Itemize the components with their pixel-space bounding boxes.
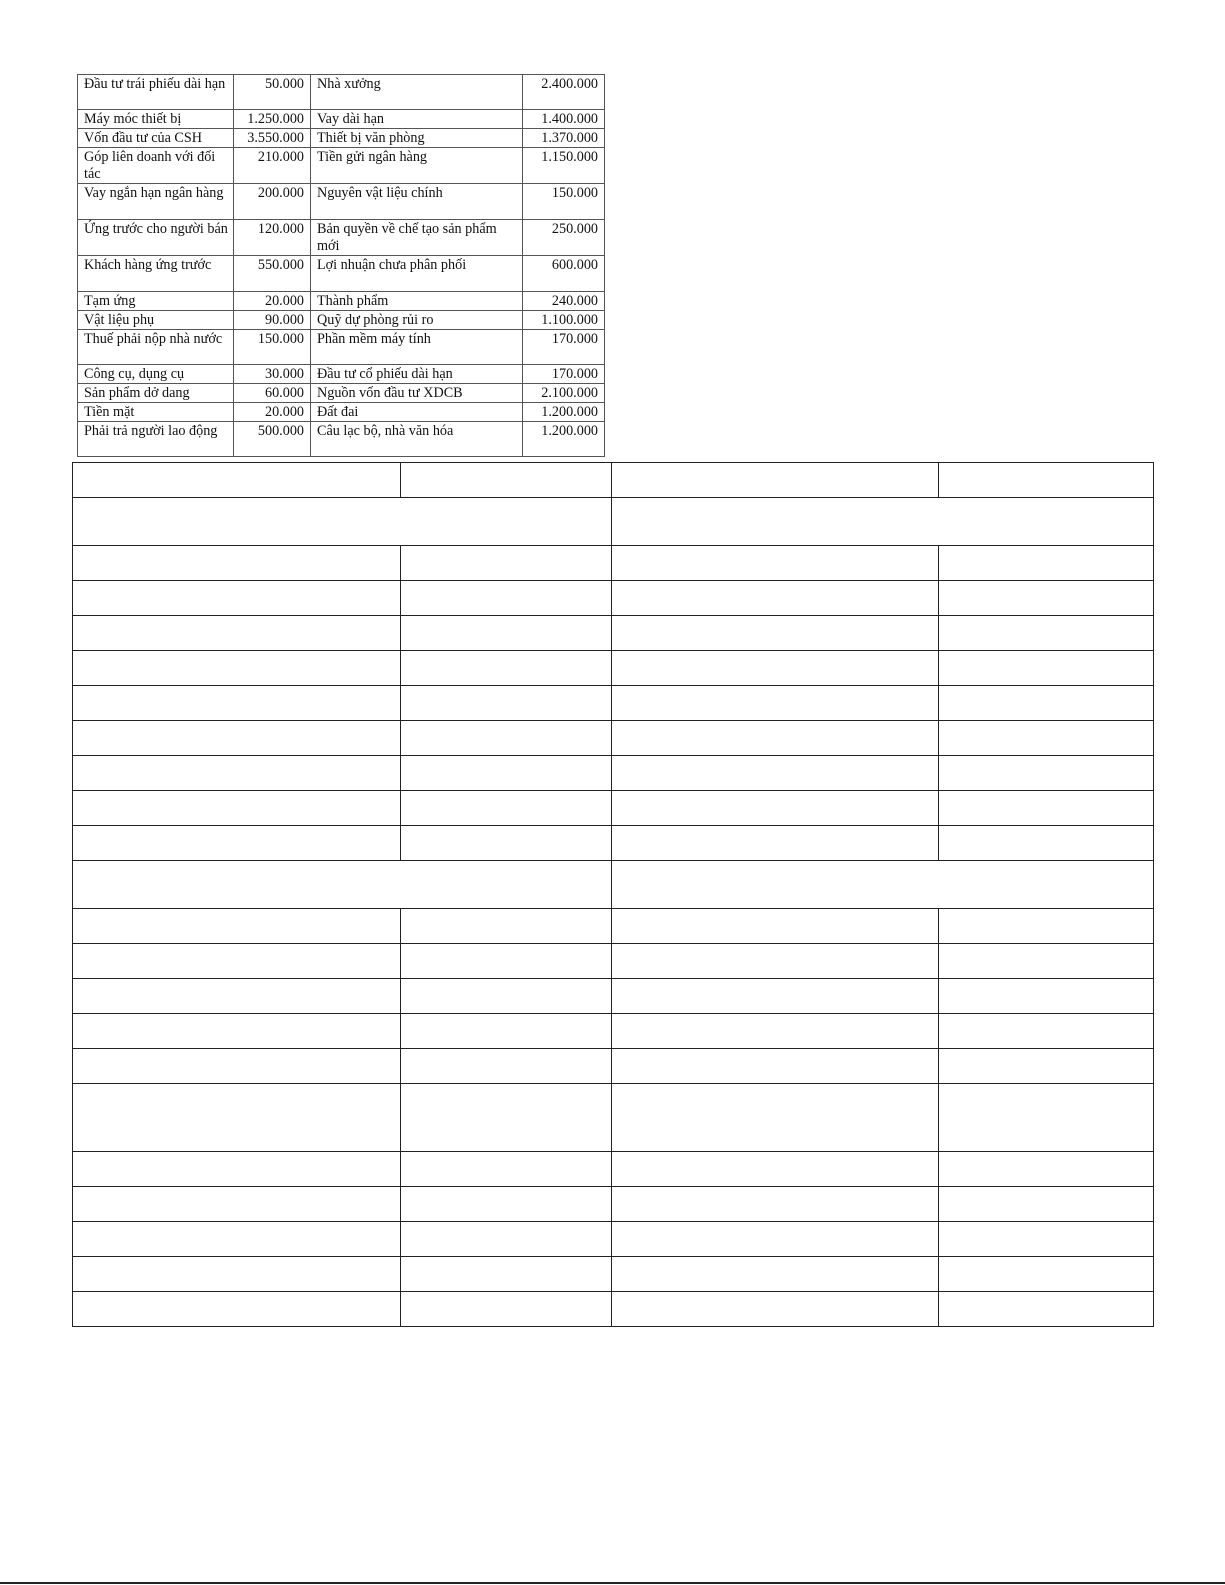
worksheet-cell[interactable]: [939, 1014, 1154, 1049]
account-value-cell: 250.000: [523, 220, 605, 256]
worksheet-row: [73, 1152, 1154, 1187]
worksheet-cell[interactable]: [939, 1292, 1154, 1327]
worksheet-cell[interactable]: [73, 1257, 401, 1292]
worksheet-cell[interactable]: [73, 651, 401, 686]
worksheet-cell[interactable]: [612, 826, 939, 861]
account-value-cell: 200.000: [234, 184, 311, 220]
worksheet-cell[interactable]: [612, 686, 939, 721]
account-name-cell: Bản quyền về chế tạo sản phẩm mới: [311, 220, 523, 256]
worksheet-cell[interactable]: [612, 581, 939, 616]
account-value-cell: 550.000: [234, 256, 311, 292]
account-name-cell: Tạm ứng: [78, 292, 234, 311]
account-row: [78, 365, 605, 384]
account-name-cell: Vật liệu phụ: [78, 311, 234, 330]
worksheet-row: [73, 1257, 1154, 1292]
account-name-cell: Thiết bị văn phòng: [311, 129, 523, 148]
section-header-cell[interactable]: [612, 861, 1154, 909]
worksheet-cell[interactable]: [401, 979, 612, 1014]
account-row: [78, 129, 605, 148]
worksheet-cell[interactable]: [612, 1292, 939, 1327]
account-value-cell: 150.000: [523, 184, 605, 220]
account-value-cell: 90.000: [234, 311, 311, 330]
account-value-cell: 2.100.000: [523, 384, 605, 403]
worksheet-cell[interactable]: [939, 686, 1154, 721]
worksheet-cell[interactable]: [401, 546, 612, 581]
account-value-cell: 2.400.000: [523, 75, 605, 110]
account-row: [78, 110, 605, 129]
worksheet-cell[interactable]: [612, 1187, 939, 1222]
worksheet-cell[interactable]: [612, 979, 939, 1014]
worksheet-cell[interactable]: [73, 756, 401, 791]
account-name-cell: Thành phẩm: [311, 292, 523, 311]
account-value-cell: 1.150.000: [523, 148, 605, 184]
account-value-cell: 60.000: [234, 384, 311, 403]
account-row: [78, 403, 605, 422]
account-row: [78, 422, 605, 457]
worksheet-row: [73, 686, 1154, 721]
account-row: [78, 256, 605, 292]
account-value-cell: 500.000: [234, 422, 311, 457]
worksheet-cell[interactable]: [401, 826, 612, 861]
worksheet-row: [73, 546, 1154, 581]
worksheet-cell[interactable]: [939, 616, 1154, 651]
worksheet-cell[interactable]: [939, 721, 1154, 756]
account-name-cell: Đầu tư trái phiếu dài hạn: [78, 75, 234, 110]
account-row: [78, 330, 605, 365]
worksheet-cell[interactable]: [401, 1049, 612, 1084]
worksheet-cell[interactable]: [73, 463, 401, 498]
worksheet-cell[interactable]: [401, 721, 612, 756]
worksheet-cell[interactable]: [612, 1084, 939, 1152]
worksheet-cell[interactable]: [939, 1257, 1154, 1292]
account-value-cell: 50.000: [234, 75, 311, 110]
account-name-cell: Tiền mặt: [78, 403, 234, 422]
account-name-cell: Khách hàng ứng trước: [78, 256, 234, 292]
account-value-cell: 120.000: [234, 220, 311, 256]
account-value-cell: 600.000: [523, 256, 605, 292]
account-name-cell: Quỹ dự phòng rủi ro: [311, 311, 523, 330]
account-value-cell: 1.100.000: [523, 311, 605, 330]
worksheet-cell[interactable]: [612, 463, 939, 498]
account-name-cell: Vay ngắn hạn ngân hàng: [78, 184, 234, 220]
account-value-cell: 3.550.000: [234, 129, 311, 148]
worksheet-cell[interactable]: [612, 616, 939, 651]
section-header-cell[interactable]: [612, 498, 1154, 546]
worksheet-row: [73, 721, 1154, 756]
worksheet-cell[interactable]: [73, 1014, 401, 1049]
worksheet-cell[interactable]: [73, 546, 401, 581]
worksheet-row: [73, 463, 1154, 498]
account-name-cell: Phần mềm máy tính: [311, 330, 523, 365]
worksheet-cell[interactable]: [939, 1187, 1154, 1222]
account-row: [78, 184, 605, 220]
account-name-cell: Đất đai: [311, 403, 523, 422]
worksheet-row: [73, 826, 1154, 861]
worksheet-cell[interactable]: [401, 944, 612, 979]
worksheet-cell[interactable]: [73, 1084, 401, 1152]
account-name-cell: Sản phẩm dở dang: [78, 384, 234, 403]
page-bottom-rule: [0, 1582, 1225, 1584]
worksheet-cell[interactable]: [73, 1292, 401, 1327]
worksheet-cell[interactable]: [73, 979, 401, 1014]
worksheet-cell[interactable]: [73, 1222, 401, 1257]
account-name-cell: Đầu tư cổ phiếu dài hạn: [311, 365, 523, 384]
worksheet-cell[interactable]: [612, 1222, 939, 1257]
worksheet-cell[interactable]: [73, 944, 401, 979]
account-name-cell: Công cụ, dụng cụ: [78, 365, 234, 384]
worksheet-cell[interactable]: [612, 756, 939, 791]
account-row: [78, 148, 605, 184]
account-value-cell: 210.000: [234, 148, 311, 184]
worksheet-row: [73, 791, 1154, 826]
worksheet-cell[interactable]: [73, 1152, 401, 1187]
worksheet-row: [73, 1292, 1154, 1327]
worksheet-cell[interactable]: [939, 1049, 1154, 1084]
worksheet-cell[interactable]: [939, 651, 1154, 686]
worksheet-cell[interactable]: [401, 581, 612, 616]
worksheet-cell[interactable]: [401, 1292, 612, 1327]
account-value-cell: 1.250.000: [234, 110, 311, 129]
section-header-cell[interactable]: [73, 498, 612, 546]
worksheet-cell[interactable]: [73, 616, 401, 651]
account-row: [78, 384, 605, 403]
account-value-cell: 20.000: [234, 292, 311, 311]
section-header-row: [73, 861, 1154, 909]
account-name-cell: Ứng trước cho người bán: [78, 220, 234, 256]
worksheet-cell[interactable]: [73, 721, 401, 756]
account-value-cell: 1.400.000: [523, 110, 605, 129]
worksheet-cell[interactable]: [401, 1152, 612, 1187]
account-name-cell: Tiền gửi ngân hàng: [311, 148, 523, 184]
worksheet-cell[interactable]: [612, 651, 939, 686]
worksheet-row: [73, 756, 1154, 791]
account-value-cell: 20.000: [234, 403, 311, 422]
worksheet-cell[interactable]: [73, 686, 401, 721]
worksheet-cell[interactable]: [939, 581, 1154, 616]
worksheet-cell[interactable]: [401, 651, 612, 686]
worksheet-row: [73, 581, 1154, 616]
worksheet-cell[interactable]: [612, 1014, 939, 1049]
account-name-cell: Nguyên vật liệu chính: [311, 184, 523, 220]
account-name-cell: Thuế phải nộp nhà nước: [78, 330, 234, 365]
worksheet-cell[interactable]: [401, 1084, 612, 1152]
worksheet-row: [73, 1049, 1154, 1084]
worksheet-cell[interactable]: [939, 1152, 1154, 1187]
account-row: [78, 292, 605, 311]
worksheet-cell[interactable]: [612, 1049, 939, 1084]
worksheet-cell[interactable]: [612, 546, 939, 581]
account-value-cell: 1.370.000: [523, 129, 605, 148]
worksheet-cell[interactable]: [401, 1257, 612, 1292]
worksheet-cell[interactable]: [401, 756, 612, 791]
worksheet-cell[interactable]: [939, 791, 1154, 826]
worksheet-cell[interactable]: [401, 686, 612, 721]
blank-worksheet-table: [72, 462, 1154, 1327]
account-value-cell: 240.000: [523, 292, 605, 311]
worksheet-cell[interactable]: [939, 463, 1154, 498]
account-row: [78, 311, 605, 330]
worksheet-cell[interactable]: [401, 1014, 612, 1049]
worksheet-row: [73, 616, 1154, 651]
account-name-cell: Vốn đầu tư của CSH: [78, 129, 234, 148]
worksheet-row: [73, 979, 1154, 1014]
account-name-cell: Nguồn vốn đầu tư XDCB: [311, 384, 523, 403]
section-header-cell[interactable]: [73, 861, 612, 909]
worksheet-cell[interactable]: [939, 1222, 1154, 1257]
worksheet-cell[interactable]: [401, 909, 612, 944]
worksheet-cell[interactable]: [612, 721, 939, 756]
worksheet-cell[interactable]: [73, 1187, 401, 1222]
account-name-cell: Lợi nhuận chưa phân phối: [311, 256, 523, 292]
worksheet-row: [73, 909, 1154, 944]
worksheet-cell[interactable]: [939, 909, 1154, 944]
account-name-cell: Phải trả người lao động: [78, 422, 234, 457]
account-row: [78, 220, 605, 256]
worksheet-cell[interactable]: [939, 979, 1154, 1014]
account-value-cell: 170.000: [523, 365, 605, 384]
section-header-row: [73, 498, 1154, 546]
worksheet-cell[interactable]: [612, 944, 939, 979]
account-name-cell: Máy móc thiết bị: [78, 110, 234, 129]
worksheet-cell[interactable]: [939, 826, 1154, 861]
worksheet-cell[interactable]: [73, 1049, 401, 1084]
worksheet-cell[interactable]: [612, 1152, 939, 1187]
worksheet-cell[interactable]: [612, 909, 939, 944]
account-name-cell: Góp liên doanh với đối tác: [78, 148, 234, 184]
account-name-cell: Câu lạc bộ, nhà văn hóa: [311, 422, 523, 457]
account-name-cell: Nhà xưởng: [311, 75, 523, 110]
worksheet-cell[interactable]: [401, 463, 612, 498]
worksheet-cell[interactable]: [73, 826, 401, 861]
worksheet-row: [73, 1084, 1154, 1152]
worksheet-cell[interactable]: [401, 1222, 612, 1257]
worksheet-row: [73, 1014, 1154, 1049]
worksheet-row: [73, 944, 1154, 979]
worksheet-cell[interactable]: [939, 756, 1154, 791]
worksheet-cell[interactable]: [401, 791, 612, 826]
account-value-cell: 1.200.000: [523, 403, 605, 422]
account-balances-table: [77, 74, 605, 457]
account-value-cell: 1.200.000: [523, 422, 605, 457]
account-value-cell: 170.000: [523, 330, 605, 365]
worksheet-cell[interactable]: [939, 1084, 1154, 1152]
account-row: [78, 75, 605, 110]
account-value-cell: 150.000: [234, 330, 311, 365]
worksheet-cell[interactable]: [939, 944, 1154, 979]
worksheet-cell[interactable]: [612, 1257, 939, 1292]
worksheet-row: [73, 1187, 1154, 1222]
worksheet-row: [73, 1222, 1154, 1257]
worksheet-cell[interactable]: [401, 616, 612, 651]
worksheet-cell[interactable]: [73, 581, 401, 616]
account-value-cell: 30.000: [234, 365, 311, 384]
worksheet-cell[interactable]: [939, 546, 1154, 581]
account-name-cell: Vay dài hạn: [311, 110, 523, 129]
worksheet-cell[interactable]: [401, 1187, 612, 1222]
worksheet-cell[interactable]: [73, 909, 401, 944]
worksheet-cell[interactable]: [73, 791, 401, 826]
worksheet-cell[interactable]: [612, 791, 939, 826]
worksheet-row: [73, 651, 1154, 686]
